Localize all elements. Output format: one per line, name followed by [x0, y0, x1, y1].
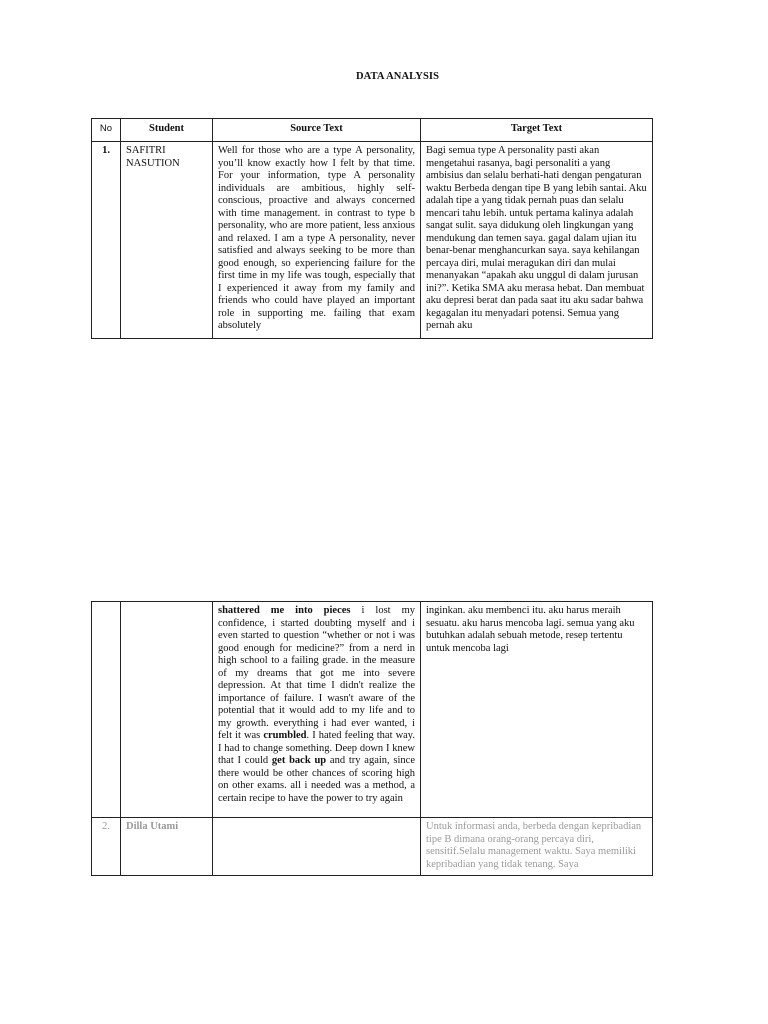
source-text-run: . I hated feeling that way. I had to change something. Deep down I knew that I could: [218, 730, 415, 766]
source-text-cell: [213, 602, 421, 818]
source-text-run: and try again, since there would be other chances of scoring high on other exams. all i needed was a method, a certain recipe to have the power to try again: [218, 755, 415, 804]
header-student: Student: [121, 119, 213, 142]
header-source-text: Source Text: [213, 119, 421, 142]
table-row: [92, 142, 653, 339]
source-text-cell: [213, 818, 421, 876]
student-name: [121, 602, 213, 818]
source-bold-phrase: shattered me into pieces: [218, 605, 351, 616]
target-text: inginkan. aku membenci itu. aku harus meraih sesuatu. aku harus mencoba lagi. semua yang aku butuhkan adalah sebuah metode, resep tertentu untuk mencoba lagi: [426, 605, 635, 654]
source-bold-phrase: crumbled: [263, 730, 307, 741]
target-text: Bagi semua type A personality pasti akan mengetahui rasanya, bagi personaliti a yang ambisius dan selalu berhati-hati dengan pengaturan waktu Berbeda dengan tipe B yang lebih santai. Aku adalah tipe a yang tidak pernah puas dan selalu mencari tahu lebih. untuk pertama kalinya adalah sangat sulit. saya didukung oleh lingkungan yang mendukung dan temen saya. gagal dalam ujian itu benar-benar menghancurkan saya. saya kehilangan percaya diri, mulai meragukan diri dan mulai menanyakan “apakah aku unggul di dalam jurusan ini?”. Ketika SMA aku merasa hebat. Dan membuat aku depresi berat dan pada saat itu aku sadar bahwa kegagalan itu menyadari potensi. Semua yang pernah aku: [426, 145, 647, 331]
target-text-cell: [421, 602, 653, 818]
target-text-cell: [421, 142, 653, 339]
row-number: 1.: [92, 142, 121, 339]
document-title: DATA ANALYSIS: [355, 71, 440, 82]
student-name: SAFITRI NASUTION: [121, 142, 213, 339]
table-row: [92, 602, 653, 818]
source-bold-phrase: get back up: [271, 755, 327, 766]
target-text-cell: Untuk informasi anda, berbeda dengan kepribadian tipe B dimana orang-orang percaya diri, sensitif.Selalu management waktu. Saya memiliki kepribadian yang tidak tenang. Saya: [421, 818, 653, 876]
source-text-cell: [213, 142, 421, 339]
source-text-run: i lost my confidence, i started doubting myself and i even started to question “whether or not i was good enough for medicine?” from a nerd in high school to a failing grade. in the measure of my dreams that got me into severe depression. At that time I didn't realize the importance of failure. I wasn't aware of the potential that it would add to my life and to my growth. everything i had ever wanted, i felt it was: [218, 605, 415, 741]
table-header-row: [92, 119, 653, 142]
student-name: Dilla Utami: [121, 818, 213, 876]
data-analysis-table-continued: [91, 601, 653, 876]
source-text: Well for those who are a type A personality, you’ll know exactly how I felt by that time. For your information, type A personality individuals are ambitious, highly self-conscious, proactive and always concerned with time management. in contrast to type b personality, who are more patient, less anxious and relaxed. I am a type A personality, never satisfied and always seeking to be more than good enough, so experiencing failure for the first time in my life was tough, especially that I experienced it away from my family and friends who could have played an important role in supporting me. failing that exam absolutely: [218, 145, 415, 331]
row-number: [92, 602, 121, 818]
table-row: [92, 818, 653, 876]
header-no: No: [92, 119, 121, 142]
source-text: [218, 605, 415, 815]
data-analysis-table: [91, 118, 653, 339]
header-target-text: Target Text: [421, 119, 653, 142]
row-number: 2.: [92, 818, 121, 876]
